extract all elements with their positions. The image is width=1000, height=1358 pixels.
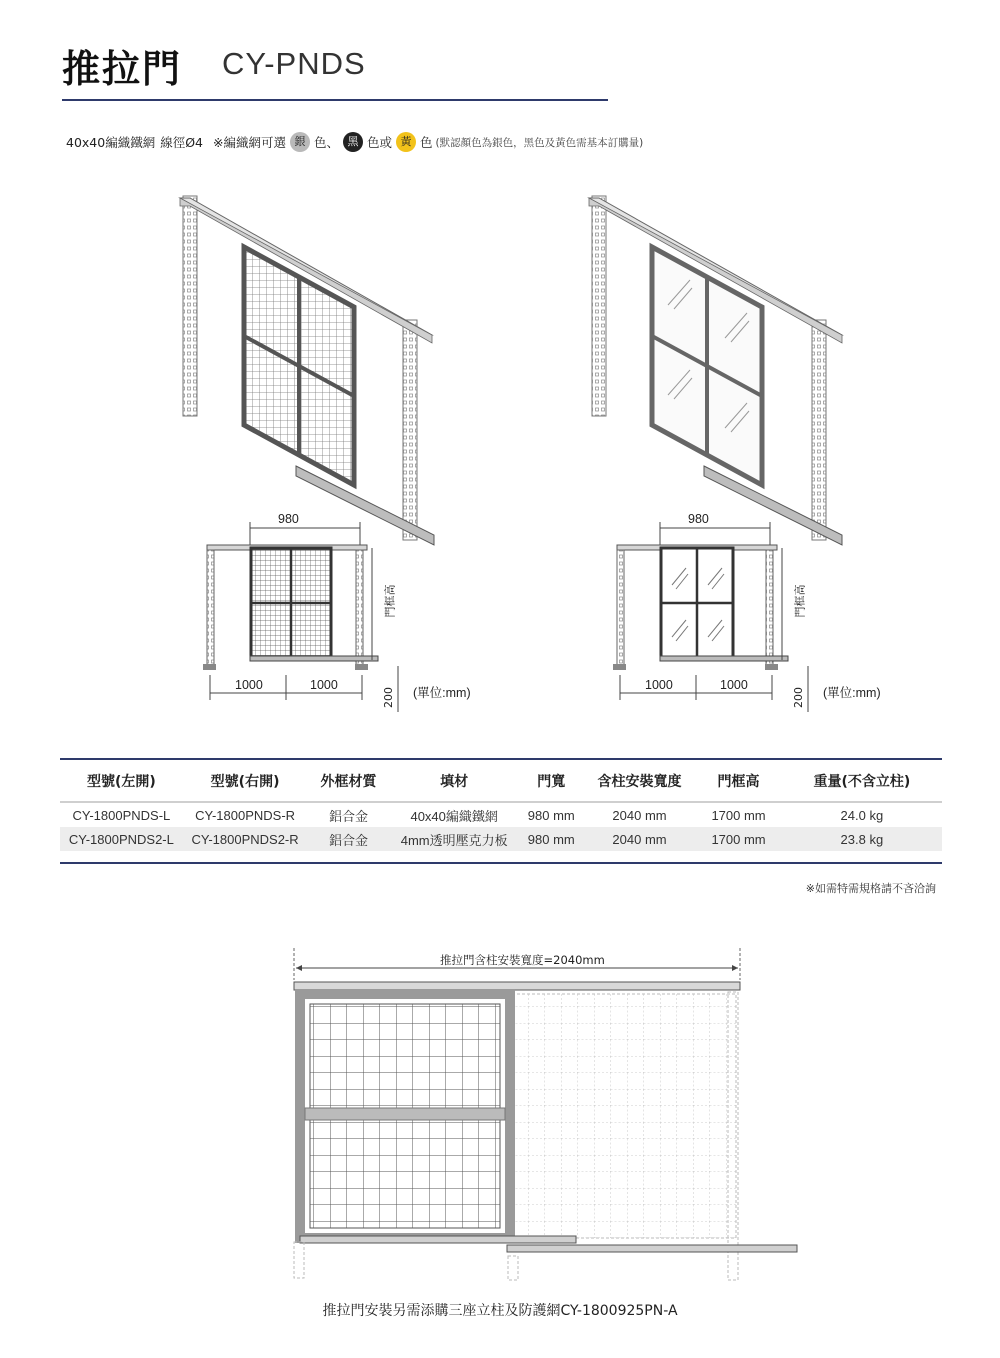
left-post-height: 200 bbox=[382, 687, 395, 708]
cell-frame-height: 1700 mm bbox=[711, 807, 766, 823]
col-frame-height: 門框高 bbox=[695, 758, 781, 802]
col-model-left: 型號(左開) bbox=[60, 758, 183, 802]
iso-acrylic-door bbox=[589, 196, 842, 545]
yellow-color-dot: 黃 bbox=[396, 132, 416, 152]
cell-weight: 24.0 kg bbox=[840, 807, 884, 823]
table-header-row bbox=[60, 758, 942, 802]
cell-frame-material: 鋁合金 bbox=[328, 808, 368, 824]
right-unit: (單位:mm) bbox=[823, 686, 881, 700]
wire-spec: 線徑Ø4 bbox=[160, 135, 204, 150]
cell-model-left: CY-1800PNDS2-L bbox=[60, 827, 183, 851]
col-frame-material: 外框材質 bbox=[307, 758, 389, 802]
install-width-dimension: 推拉門含柱安裝寬度=2040mm bbox=[440, 953, 605, 967]
mesh-spec: 40x40編織鐵網 bbox=[66, 135, 156, 150]
cell-infill: 40x40編織鐵網 bbox=[410, 808, 498, 824]
right-width-2: 1000 bbox=[720, 678, 748, 692]
cell-infill: 4mm透明壓克力板 bbox=[390, 827, 519, 851]
col-install-width: 含柱安裝寬度 bbox=[584, 758, 696, 802]
color-sep-1: 色、 bbox=[314, 135, 340, 150]
installation-caption: 推拉門安裝另需添購三座立柱及防護網CY-1800925PN-A bbox=[322, 1303, 678, 1319]
cell-model-right: CY-1800PNDS2-R bbox=[183, 827, 308, 851]
page-title: 推拉門 bbox=[62, 47, 183, 91]
cell-install-width: 2040 mm bbox=[612, 807, 667, 823]
right-frame-height-label: 門框高 bbox=[793, 584, 807, 618]
color-note-prefix: ※編織網可選 bbox=[213, 135, 286, 150]
left-door-width: 980 bbox=[278, 512, 299, 526]
cell-install-width: 2040 mm bbox=[584, 827, 696, 851]
color-sep-3: 色 bbox=[420, 135, 433, 150]
left-width-2: 1000 bbox=[310, 678, 338, 692]
iso-mesh-door bbox=[180, 196, 434, 545]
right-post-height: 200 bbox=[792, 687, 805, 708]
right-width-1: 1000 bbox=[645, 678, 673, 692]
cell-weight: 23.8 kg bbox=[782, 827, 942, 851]
col-door-width: 門寬 bbox=[519, 758, 584, 802]
black-color-dot: 黑 bbox=[343, 132, 363, 152]
left-width-1: 1000 bbox=[235, 678, 263, 692]
cell-door-width: 980 mm bbox=[527, 807, 575, 823]
default-color-note: (默認顏色為銀色，黑色及黃色需基本訂購量) bbox=[435, 136, 644, 149]
left-frame-height-label: 門框高 bbox=[383, 584, 397, 618]
silver-color-dot: 銀 bbox=[290, 132, 310, 152]
front-acrylic-elevation bbox=[613, 522, 808, 712]
col-weight: 重量(不含立柱) bbox=[782, 758, 942, 802]
cell-model-left: CY-1800PNDS-L bbox=[72, 807, 171, 823]
front-mesh-elevation bbox=[203, 522, 398, 712]
spec-table bbox=[60, 758, 942, 851]
installation-front-view bbox=[294, 948, 797, 1280]
custom-spec-footnote: ※如需特需規格請不吝洽詢 bbox=[805, 882, 936, 895]
cell-frame-material: 鋁合金 bbox=[307, 827, 389, 851]
cell-door-width: 980 mm bbox=[519, 827, 584, 851]
table-row bbox=[60, 827, 942, 851]
model-number: CY-PNDS bbox=[222, 46, 366, 81]
table-row bbox=[60, 802, 942, 827]
right-door-width: 980 bbox=[688, 512, 709, 526]
col-model-right: 型號(右開) bbox=[183, 758, 308, 802]
cell-frame-height: 1700 mm bbox=[695, 827, 781, 851]
table-bottom-rule bbox=[60, 862, 942, 864]
color-sep-2: 色或 bbox=[367, 135, 393, 150]
cell-model-right: CY-1800PNDS-R bbox=[195, 807, 296, 823]
col-infill: 填材 bbox=[390, 758, 519, 802]
left-unit: (單位:mm) bbox=[413, 686, 471, 700]
